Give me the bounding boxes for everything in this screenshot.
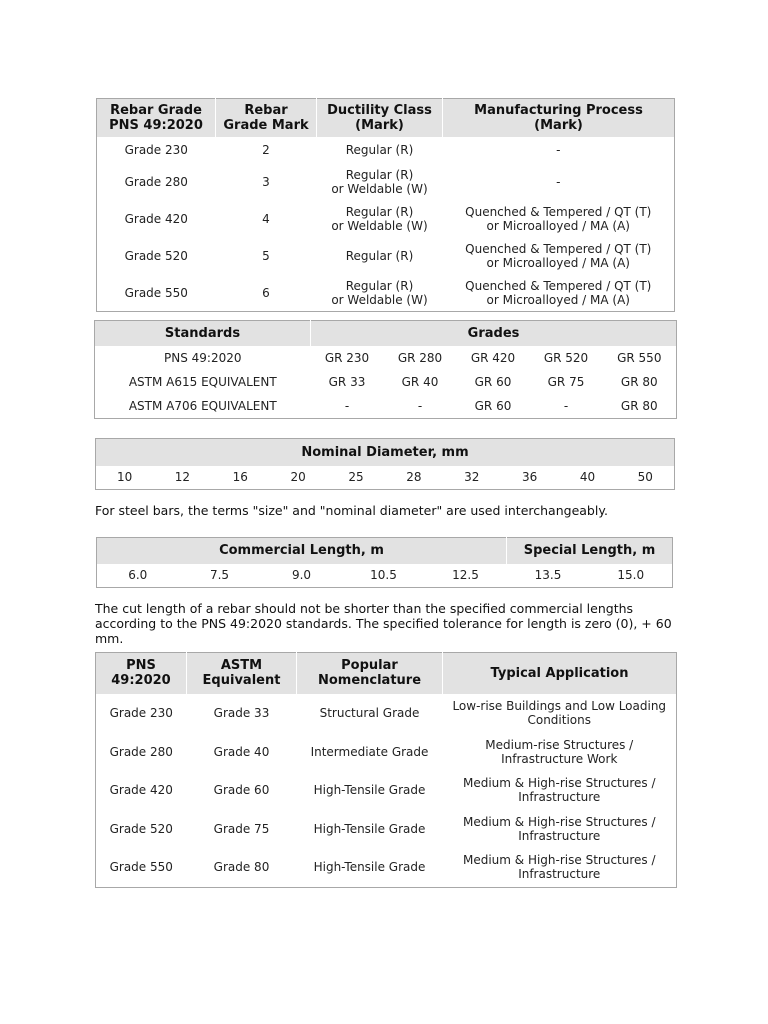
col-header-astm-equivalent: ASTM Equivalent (187, 653, 297, 694)
cell-mark: 5 (262, 249, 270, 263)
cell-nomenclature: Intermediate Grade (310, 744, 429, 759)
cell-diameter: 12 (174, 470, 190, 485)
cell-ductility: Regular (R) or Weldable (W) (331, 205, 428, 233)
col-header-manufacturing-process: Manufacturing Process (Mark) (443, 99, 675, 137)
cell-grade: Grade 420 (124, 212, 188, 226)
cell-mark: 3 (262, 175, 270, 189)
col-header-grade-mark: Rebar Grade Mark (216, 99, 317, 137)
cell-process: Quenched & Tempered / QT (T) or Microalloyed / MA (A) (465, 278, 652, 307)
nominal-diameter-table (95, 438, 675, 490)
table-row (97, 238, 675, 275)
cell-diameter: 40 (579, 470, 596, 485)
cell-grade: GR 420 (470, 350, 516, 365)
cell-length: 13.5 (534, 568, 562, 583)
table-row (97, 137, 675, 164)
col-header-standards: Standards (95, 321, 311, 346)
cell-grade: GR 520 (543, 350, 589, 365)
col-header-special-length: Special Length, m (507, 538, 673, 564)
cell-standard: PNS 49:2020 (164, 350, 242, 365)
cell-nomenclature: Structural Grade (319, 706, 420, 720)
table-row (97, 164, 675, 201)
cell-grade: Grade 550 (124, 285, 188, 300)
table-header-row (96, 653, 677, 694)
application-table (95, 652, 677, 888)
cell-grade: Grade 520 (124, 249, 188, 263)
table-row (96, 733, 677, 771)
col-header-grades: Grades (311, 321, 677, 346)
table-row (96, 810, 677, 848)
cell-diameter: 16 (232, 470, 248, 485)
table-row (95, 394, 677, 418)
cell-grade: GR 280 (397, 350, 443, 365)
table-row (95, 346, 677, 370)
cell-ductility: Regular (R) (345, 249, 414, 263)
cell-process: Quenched & Tempered / QT (T) or Microalloyed / MA (A) (465, 242, 652, 270)
cell-grade: GR 33 (328, 374, 366, 389)
table-header-row (97, 538, 673, 564)
cell-length: 12.5 (452, 568, 479, 583)
col-header-ductility-class: Ductility Class (Mark) (317, 99, 443, 137)
cell-grade: - (344, 399, 350, 414)
cell-process: Quenched & Tempered / QT (T) or Microalloyed / MA (A) (465, 205, 652, 233)
table-row (96, 771, 677, 810)
cell-pns-grade: Grade 230 (109, 706, 173, 720)
cell-diameter: 28 (406, 470, 422, 485)
table-row (97, 275, 675, 312)
cell-grade: - (417, 399, 423, 414)
cell-grade: Grade 280 (124, 175, 188, 189)
cell-grade: Grade 230 (124, 143, 188, 157)
table-header-row (96, 439, 675, 466)
cell-nomenclature: High-Tensile Grade (313, 860, 426, 875)
cell-astm-grade: Grade 75 (213, 821, 270, 836)
cell-pns-grade: Grade 550 (109, 860, 173, 875)
cell-diameter: 10 (117, 470, 133, 485)
col-header-popular-nomenclature: Popular Nomenclature (297, 653, 443, 694)
cell-application: Low-rise Buildings and Low Loading Conditions (452, 699, 667, 727)
cell-application: Medium & High-rise Structures / Infrastructure (462, 853, 656, 882)
cell-ductility: Regular (R) or Weldable (W) (331, 278, 428, 307)
table-row (95, 370, 677, 394)
cell-astm-grade: Grade 40 (213, 744, 270, 759)
cell-grade: GR 60 (474, 399, 512, 414)
cell-standard: ASTM A706 EQUIVALENT (128, 399, 277, 414)
cell-pns-grade: Grade 280 (109, 744, 173, 759)
cell-process: - (556, 175, 561, 189)
col-header-commercial-length: Commercial Length, m (97, 538, 507, 564)
cell-application: Medium & High-rise Structures / Infrastructure (462, 776, 656, 804)
col-header-pns: PNS 49:2020 (96, 653, 187, 694)
cell-grade: GR 40 (401, 374, 439, 389)
cell-grade: GR 60 (474, 374, 512, 389)
cell-length: 10.5 (370, 568, 397, 583)
cell-astm-grade: Grade 60 (213, 783, 270, 797)
cell-diameter: 36 (522, 470, 538, 485)
cell-standard: ASTM A615 EQUIVALENT (128, 374, 277, 389)
cell-pns-grade: Grade 420 (109, 783, 173, 797)
cell-application: Medium-rise Structures / Infrastructure Work (485, 737, 634, 766)
length-note: The cut length of a rebar should not be shorter than the specified commercial lengths according to the PNS 49:2020 standards. The specified tolerance for length is zero (0), + 60 mm. (95, 601, 672, 646)
col-header-rebar-grade: Rebar Grade PNS 49:2020 (97, 99, 216, 137)
cell-length: 6.0 (128, 568, 148, 583)
cell-mark: 2 (262, 143, 270, 157)
table-row (96, 466, 675, 490)
cell-mark: 6 (262, 285, 270, 300)
cell-process: - (556, 143, 561, 157)
cell-grade: GR 80 (620, 374, 658, 389)
cell-diameter: 50 (637, 470, 653, 485)
table-header-row (95, 321, 677, 346)
rebar-marks-table (96, 98, 675, 312)
col-header-nominal-diameter: Nominal Diameter, mm (96, 439, 675, 466)
length-table (96, 537, 673, 588)
table-row (97, 564, 673, 588)
cell-length: 15.0 (617, 568, 645, 583)
cell-grade: GR 550 (617, 350, 662, 365)
cell-length: 7.5 (209, 568, 230, 583)
cell-astm-grade: Grade 80 (213, 860, 270, 875)
standards-table (94, 320, 677, 419)
table-row (96, 848, 677, 888)
cell-diameter: 25 (348, 470, 364, 485)
cell-grade: GR 75 (547, 374, 585, 389)
table-header-row (97, 99, 675, 137)
col-header-typical-application: Typical Application (443, 653, 677, 694)
cell-diameter: 32 (464, 470, 480, 485)
table-row (97, 201, 675, 238)
cell-diameter: 20 (290, 470, 306, 485)
cell-grade: - (563, 399, 569, 414)
cell-grade: GR 230 (324, 350, 370, 365)
cell-grade: GR 80 (620, 399, 658, 414)
cell-astm-grade: Grade 33 (213, 706, 270, 720)
cell-application: Medium & High-rise Structures / Infrastructure (462, 814, 656, 843)
cell-nomenclature: High-Tensile Grade (313, 821, 426, 836)
cell-ductility: Regular (R) or Weldable (W) (331, 168, 428, 196)
cell-ductility: Regular (R) (345, 143, 414, 157)
cell-mark: 4 (262, 212, 270, 226)
cell-pns-grade: Grade 520 (109, 821, 173, 836)
size-note: For steel bars, the terms "size" and "nominal diameter" are used interchangeably. (95, 503, 608, 518)
cell-nomenclature: High-Tensile Grade (313, 783, 426, 797)
cell-length: 9.0 (291, 568, 312, 583)
table-row (96, 694, 677, 733)
